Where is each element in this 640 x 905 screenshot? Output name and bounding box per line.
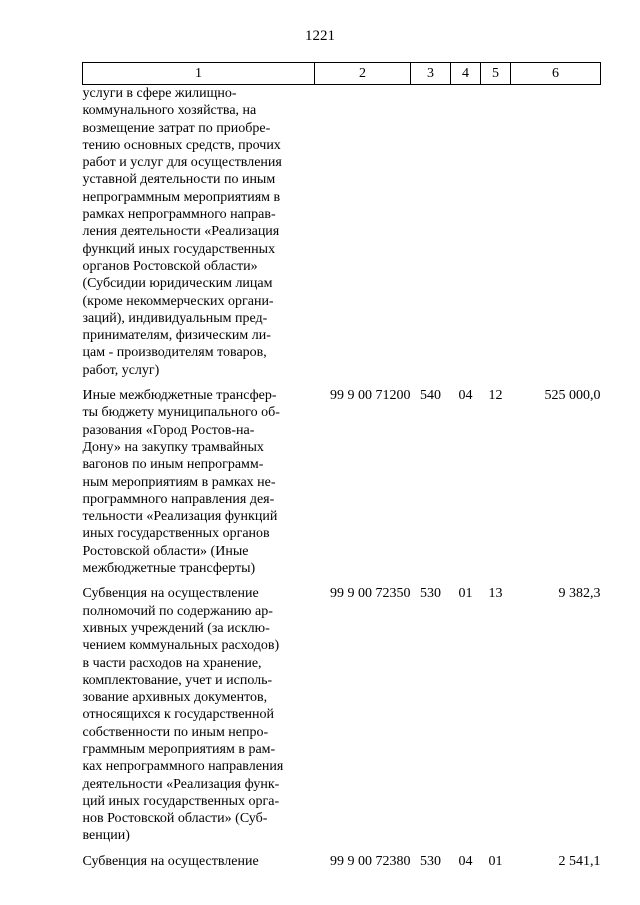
description-line: работ, услуг): [82, 362, 160, 378]
table-row: [83, 585, 601, 844]
description-line: коммунального хозяйства, на: [82, 103, 257, 119]
description-line: (кроме некоммерческих органи-: [82, 293, 274, 309]
description-line: возмещение затрат по приобре-: [82, 120, 271, 136]
description-line: Ростовской области» (Иные: [82, 543, 249, 559]
description-line: услуги в сфере жилищно-: [82, 86, 237, 101]
column-header-4: 4: [451, 63, 481, 85]
description-line: принимателям, физическим ли-: [82, 328, 271, 344]
description-line: Дону» на закупку трамвайных: [82, 439, 264, 455]
description-line: граммным мероприятиям в рам-: [82, 741, 276, 757]
description-line: межбюджетные трансферты): [82, 561, 256, 577]
budget-code: 99 9 00 72380: [330, 853, 411, 869]
section: [451, 85, 481, 380]
description-line: собственности по иным непро-: [82, 724, 269, 740]
description-line: венции): [82, 828, 130, 844]
description-line: органов Ростовской области»: [82, 258, 258, 274]
column-header-6: 6: [511, 63, 601, 85]
page-number: 1221: [305, 28, 335, 44]
description-line: заций), индивидуальным пред-: [82, 310, 268, 326]
description-line: относящихся к государственной: [82, 707, 275, 723]
description-line: тельности «Реализация функций: [82, 509, 278, 525]
description-line: хивных учреждений (за исклю-: [82, 620, 270, 636]
row-spacer: [83, 577, 601, 585]
description-line: ках непрограммного направления: [82, 759, 284, 775]
column-header-3: 3: [411, 63, 451, 85]
description-line: программного направления дея-: [82, 491, 275, 507]
description-line: ций иных государственных орга-: [82, 793, 280, 809]
expense-type: 530: [420, 853, 441, 869]
subsection: [481, 85, 511, 380]
description-line: ным мероприятиям в рамках не-: [82, 474, 276, 490]
description-line: ления деятельности «Реализация: [82, 224, 280, 240]
description-line: рамках непрограммного направ-: [82, 207, 276, 223]
budget-code: 99 9 00 71200: [330, 388, 411, 404]
description-line: полномочий по содержанию ар-: [82, 603, 273, 619]
table-body: [83, 85, 601, 871]
description-line: функций иных государственных: [82, 241, 276, 257]
description-line: разования «Город Ростов-на-: [82, 422, 255, 438]
description-line: цам - производителям товаров,: [82, 345, 267, 361]
subsection: 01: [488, 853, 503, 869]
description-line: тению основных средств, прочих: [82, 137, 281, 153]
budget-table: [82, 62, 601, 870]
description-line: деятельности «Реализация функ-: [82, 776, 280, 792]
description-line: непрограммным мероприятиям в: [82, 189, 281, 205]
description-line: Субвенция на осуществление: [82, 853, 259, 869]
budget-code: [315, 85, 411, 380]
description-line: чением коммунальных расходов): [82, 638, 280, 654]
description-line: в части расходов на хранение,: [82, 655, 262, 671]
description-line: Иные межбюджетные трансфер-: [82, 388, 277, 404]
expense-type: 530: [420, 586, 441, 602]
row-description: [83, 387, 315, 577]
row-description: [83, 85, 315, 380]
description-line: ты бюджету муниципального об-: [82, 405, 280, 421]
description-line: Субвенция на осуществление: [82, 586, 259, 602]
subsection: 12: [488, 388, 503, 404]
amount: 525 000,0: [544, 388, 601, 404]
amount: 9 382,3: [558, 586, 601, 602]
column-header-5: 5: [481, 63, 511, 85]
row-description: [83, 585, 315, 844]
table-row: [83, 853, 601, 870]
description-line: иных государственных органов: [82, 526, 270, 542]
description-line: работ и услуг для осуществления: [82, 155, 282, 171]
column-header-1: 1: [83, 63, 315, 85]
row-spacer: [83, 845, 601, 853]
description-line: зование архивных документов,: [82, 690, 268, 706]
row-spacer: [83, 379, 601, 387]
description-line: комплектование, учет и исполь-: [82, 672, 273, 688]
description-line: (Субсидии юридическим лицам: [82, 276, 273, 292]
table-header-row: [83, 63, 601, 85]
description-line: уставной деятельности по иным: [82, 172, 276, 188]
budget-code: 99 9 00 72350: [330, 586, 411, 602]
subsection: 13: [488, 586, 503, 602]
table-row: [83, 387, 601, 577]
description-line: нов Ростовской области» (Суб-: [82, 811, 268, 827]
expense-type: 540: [420, 388, 441, 404]
row-description: [83, 853, 315, 870]
amount: 2 541,1: [558, 853, 601, 869]
section: 04: [458, 388, 473, 404]
amount: [511, 85, 601, 380]
column-header-2: 2: [315, 63, 411, 85]
expense-type: [411, 85, 451, 380]
description-line: вагонов по иным непрограмм-: [82, 457, 264, 473]
section: 01: [458, 586, 473, 602]
table-row: [83, 85, 601, 380]
section: 04: [458, 853, 473, 869]
